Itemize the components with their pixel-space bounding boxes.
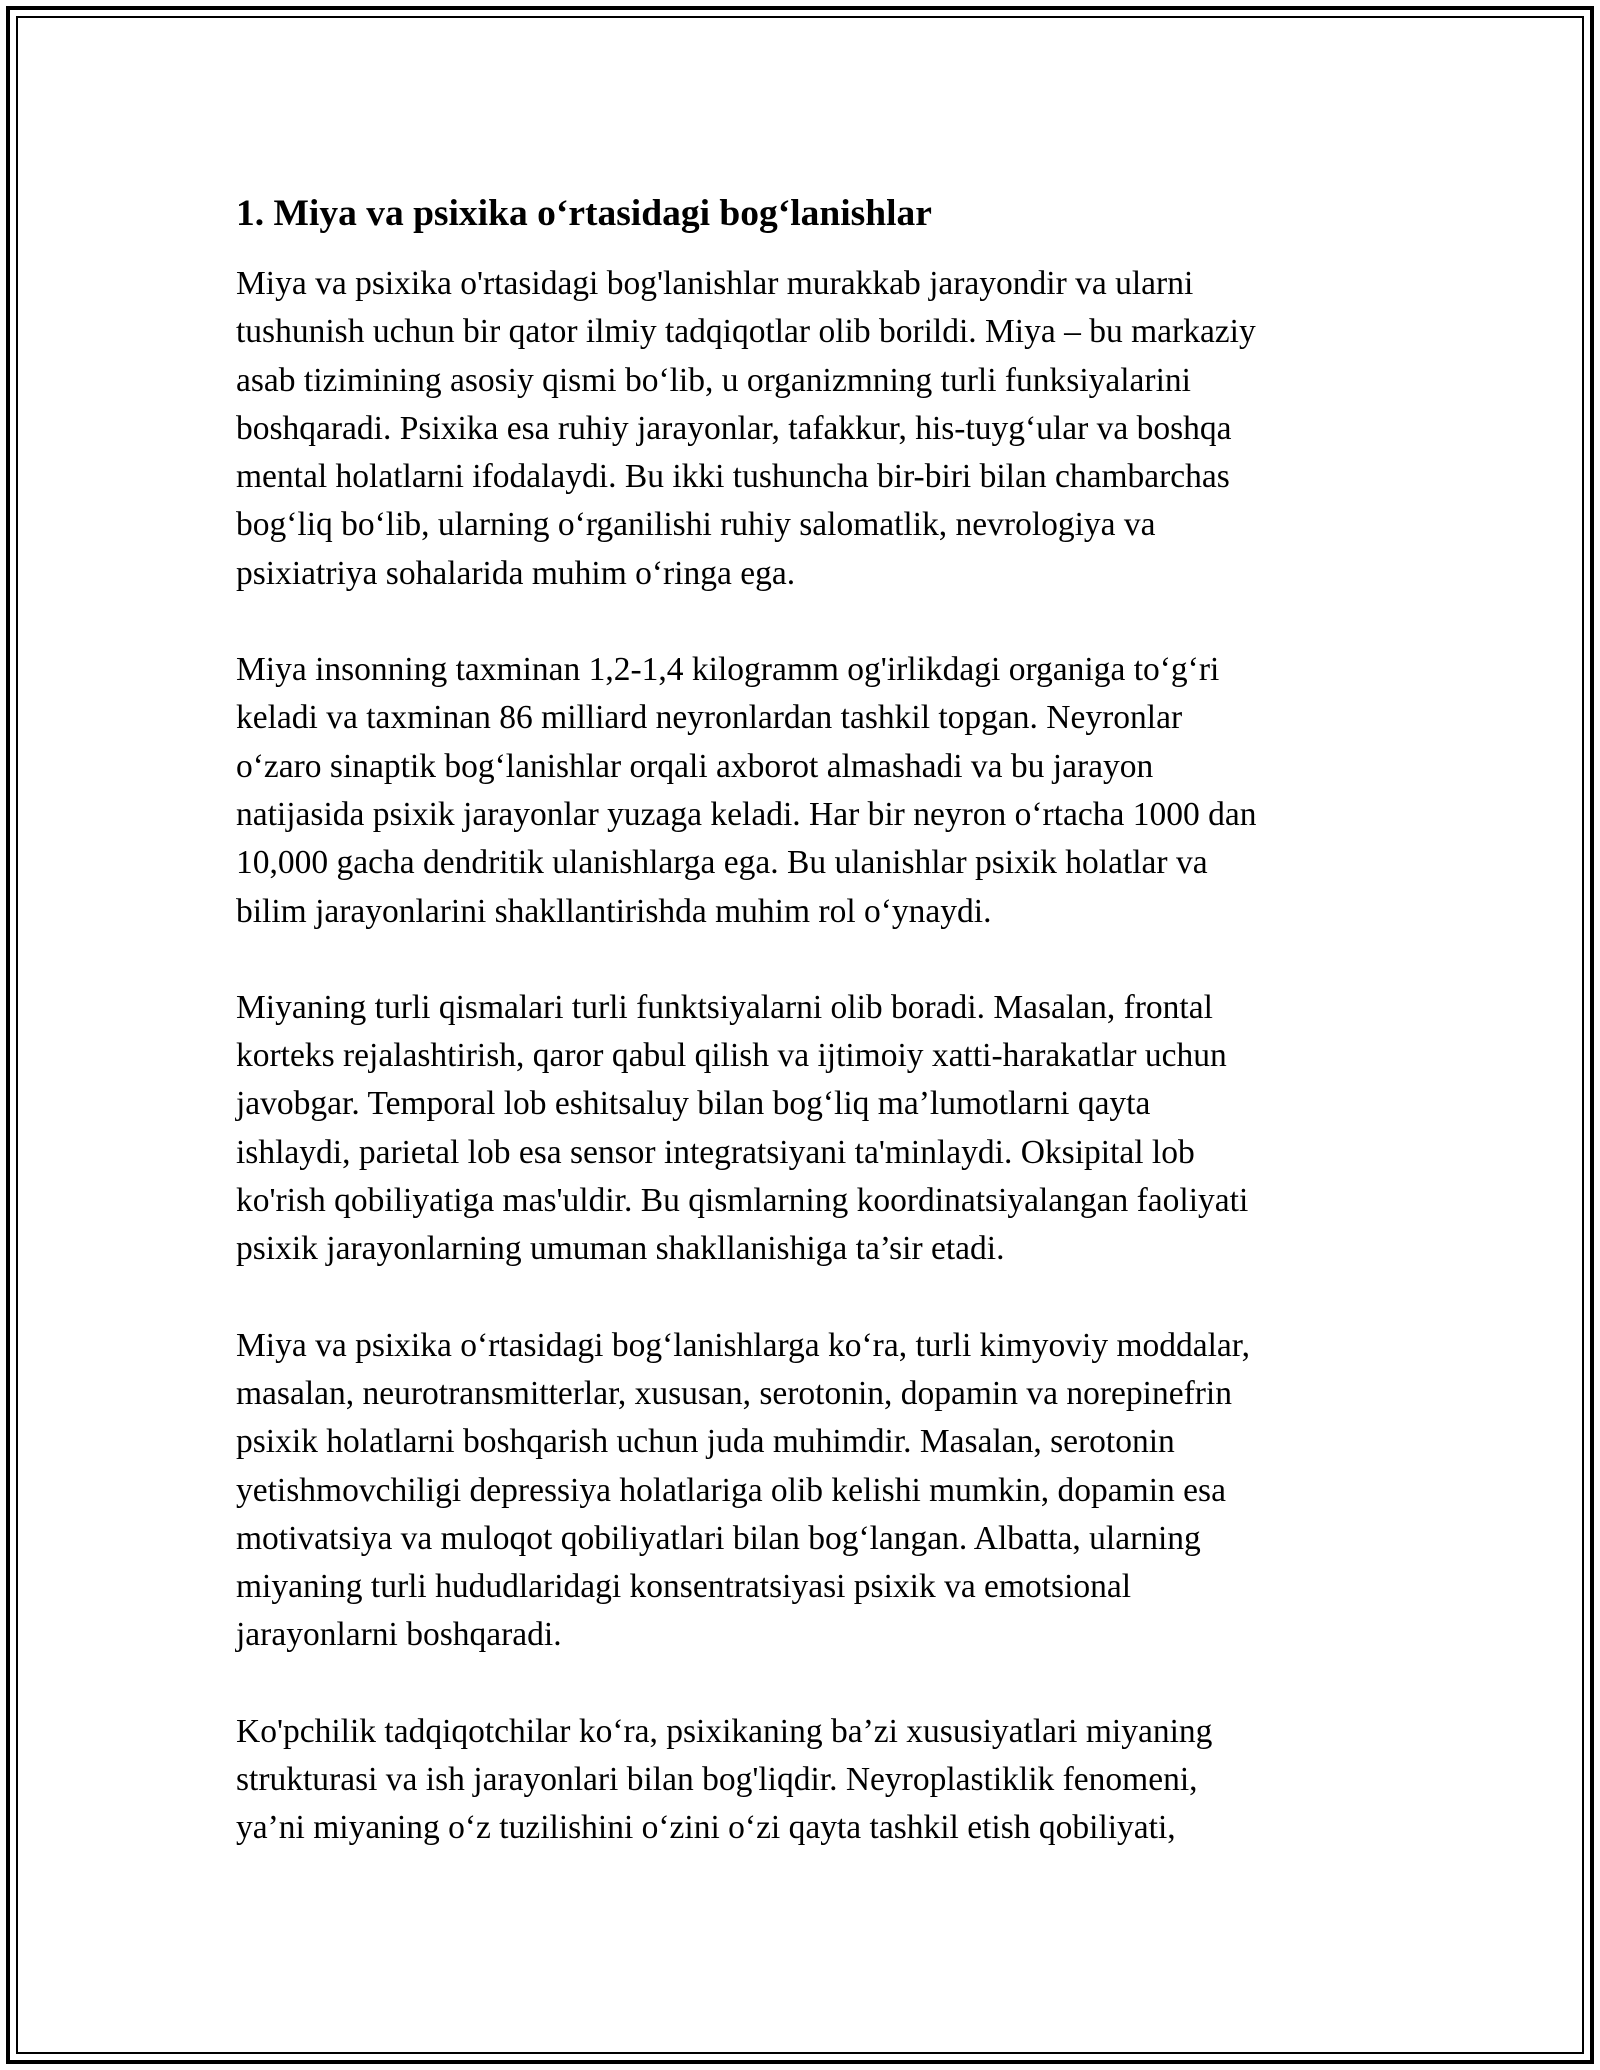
paragraph-line: javobgar. Temporal lob eshitsaluy bilan bog‘liq ma’lumotlarni qayta [236, 1085, 1151, 1123]
paragraph-line: miyaning turli hududlaridagi konsentratsiyasi psixik va emotsional [236, 1568, 1132, 1606]
paragraph-line: 10,000 gacha dendritik ulanishlarga ega. Bu ulanishlar psixik holatlar va [236, 844, 1208, 882]
paragraph-line: ko'rish qobiliyatiga mas'uldir. Bu qismlarning koordinatsiyalangan faoliyati [236, 1182, 1249, 1220]
paragraph-line: Ko'pchilik tadqiqotchilar ko‘ra, psixikaning ba’zi xususiyatlari miyaning [236, 1712, 1213, 1750]
paragraph-line: boshqaradi. Psixika esa ruhiy jarayonlar, tafakkur, his-tuyg‘ular va boshqa [236, 409, 1232, 447]
paragraph-line: jarayonlarni boshqaradi. [236, 1616, 562, 1654]
paragraph [236, 646, 1366, 936]
paragraph-line: motivatsiya va muloqot qobiliyatlari bilan bog‘langan. Albatta, ularning [236, 1519, 1201, 1557]
paragraph-line: yetishmovchiligi depressiya holatlariga olib kelishi mumkin, dopamin esa [236, 1471, 1226, 1509]
paragraph [236, 1322, 1366, 1660]
paragraph-line: tushunish uchun bir qator ilmiy tadqiqotlar olib borildi. Miya – bu markaziy [236, 313, 1256, 351]
paragraph-line: ishlaydi, parietal lob esa sensor integratsiyani ta'minlaydi. Oksipital lob [236, 1133, 1195, 1171]
paragraph [236, 1708, 1366, 1853]
paragraph-line: Miyaning turli qismalari turli funktsiyalarni olib boradi. Masalan, frontal [236, 988, 1213, 1026]
paragraph-line: keladi va taxminan 86 milliard neyronlardan tashkil topgan. Neyronlar [236, 699, 1183, 737]
paragraph [236, 984, 1366, 1274]
paragraph-line: strukturasi va ish jarayonlari bilan bog'liqdir. Neyroplastiklik fenomeni, [236, 1761, 1198, 1799]
paragraph-line: Miya insonning taxminan 1,2-1,4 kilogramm og'irlikdagi organiga to‘g‘ri [236, 651, 1220, 689]
document-body [236, 186, 1366, 1901]
paragraph-line: asab tizimining asosiy qismi bo‘lib, u organizmning turli funksiyalarini [236, 361, 1191, 399]
paragraph-line: bilim jarayonlarini shakllantirishda muhim rol o‘ynaydi. [236, 892, 992, 930]
paragraph-line: psixik holatlarni boshqarish uchun juda muhimdir. Masalan, serotonin [236, 1423, 1175, 1461]
paragraph-list [236, 260, 1366, 1853]
section-heading: 1. Miya va psixika o‘rtasidagi bog‘lanishlar [236, 193, 932, 234]
paragraph-line: psixiatriya sohalarida muhim o‘ringa ega. [236, 554, 796, 592]
paragraph-line: mental holatlarni ifodalaydi. Bu ikki tushuncha bir-biri bilan chambarchas [236, 458, 1230, 496]
paragraph-line: natijasida psixik jarayonlar yuzaga keladi. Har bir neyron o‘rtacha 1000 dan [236, 795, 1257, 833]
paragraph-line: masalan, neurotransmitterlar, xususan, serotonin, dopamin va norepinefrin [236, 1374, 1232, 1412]
paragraph-line: ya’ni miyaning o‘z tuzilishini o‘zini o‘zi qayta tashkil etish qobiliyati, [236, 1809, 1176, 1847]
paragraph-line: psixik jarayonlarning umuman shakllanishiga ta’sir etadi. [236, 1230, 1005, 1268]
paragraph-line: bog‘liq bo‘lib, ularning o‘rganilishi ruhiy salomatlik, nevrologiya va [236, 506, 1156, 544]
paragraph-line: Miya va psixika o‘rtasidagi bog‘lanishlarga ko‘ra, turli kimyoviy moddalar, [236, 1326, 1250, 1364]
paragraph [236, 260, 1366, 598]
paragraph-line: korteks rejalashtirish, qaror qabul qilish va ijtimoiy xatti-harakatlar uchun [236, 1037, 1227, 1075]
paragraph-line: o‘zaro sinaptik bog‘lanishlar orqali axborot almashadi va bu jarayon [236, 747, 1154, 785]
paragraph-line: Miya va psixika o'rtasidagi bog'lanishlar murakkab jarayondir va ularni [236, 265, 1194, 302]
